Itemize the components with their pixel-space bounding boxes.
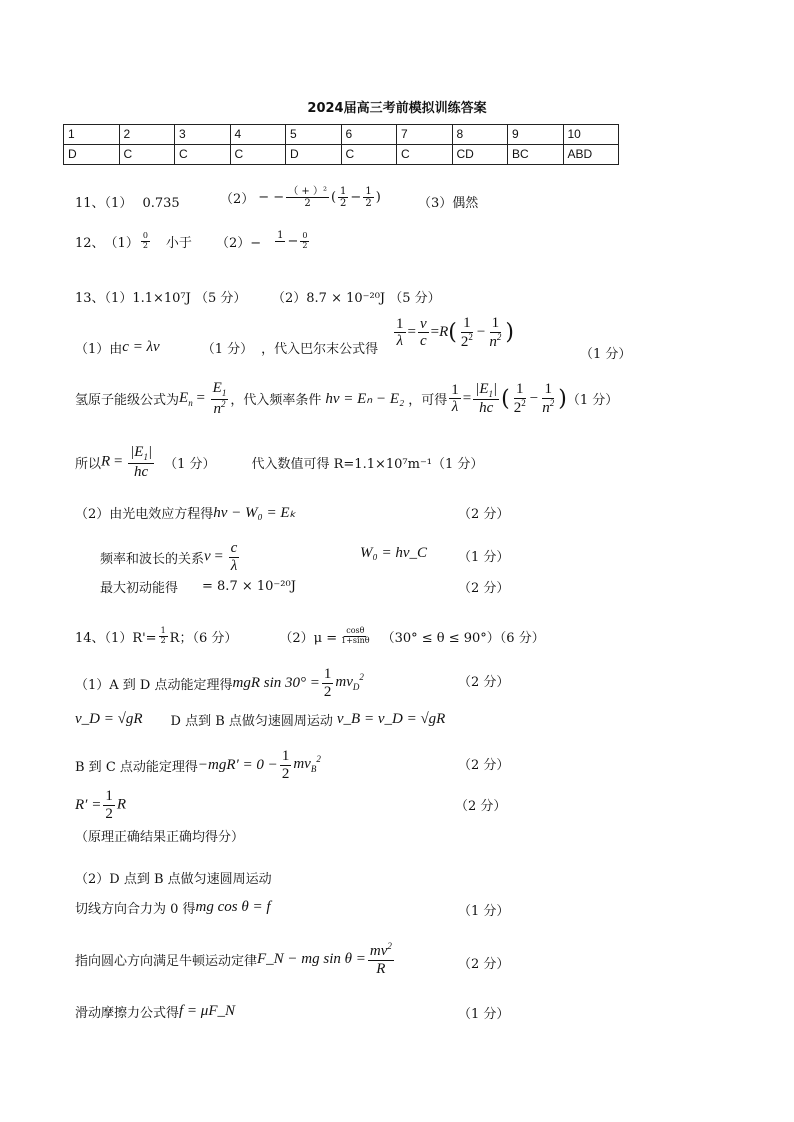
frequency-condition: hν = Eₙ − E₂ xyxy=(325,391,405,408)
mu-fraction xyxy=(339,627,371,646)
table-cell: 1 xyxy=(64,125,120,145)
q14-c1-equation: mgR sin 30° = xyxy=(232,674,320,691)
q11-part2 xyxy=(220,186,381,209)
table-cell: 3 xyxy=(175,125,231,145)
q14-d4-equation: f = μF_N xyxy=(179,1003,236,1019)
q14-d1: （2）D 点到 B 点做匀速圆周运动 xyxy=(75,872,272,887)
q14-c1 xyxy=(75,666,364,700)
energy-level-formula: $E_n$ = $\frac{E_1}{n^2}$ xyxy=(179,380,227,417)
score: （1 分） xyxy=(458,550,510,565)
table-cell: 2 xyxy=(119,125,175,145)
score: （1 分） xyxy=(458,1007,510,1022)
q14-d3-equation: F_N − mg sin θ = xyxy=(257,951,366,967)
q11-fraction xyxy=(286,186,329,209)
fraction-denominator: 2 xyxy=(142,241,148,250)
score: （2 分） xyxy=(458,758,510,773)
kinetic-energy-term: $\frac{1}{2}$ $mv_B^2$ xyxy=(281,748,321,782)
fraction-numerator: 1 xyxy=(365,186,372,197)
q11-fraction-b xyxy=(363,186,373,209)
q12-line xyxy=(75,230,311,253)
q14-c2-equation: v_D = √gR xyxy=(75,711,143,727)
q14-c4 xyxy=(75,788,126,822)
q13-a2-text: 氢原子能级公式为 xyxy=(75,393,180,409)
table-cell: 10 xyxy=(563,125,619,145)
q13-header-1: 13、（1）1.1×10⁷J （5 分） xyxy=(75,291,247,306)
table-cell: 6 xyxy=(341,125,397,145)
table-cell: C xyxy=(397,145,453,165)
fraction-denominator: 2 xyxy=(302,241,308,250)
score: （2 分） xyxy=(458,507,510,522)
minus-sign: − xyxy=(287,234,299,249)
q14-header-c: （2）μ = xyxy=(279,631,338,646)
q14-d4-text: 滑动摩擦力公式得 xyxy=(75,1006,180,1021)
q14-d2 xyxy=(75,898,271,917)
photoelectric-equation: hν − W₀ = Eₖ xyxy=(213,505,296,521)
score: （1 分） xyxy=(566,393,619,409)
centripetal-term: $\frac{mv^2}{R}$ xyxy=(369,941,392,977)
minus-sign: − xyxy=(350,190,362,205)
q13-b3-text: 最大初动能得 xyxy=(100,581,179,596)
q13-a3 xyxy=(75,444,483,480)
q14-d4 xyxy=(75,1002,235,1021)
q13-b1 xyxy=(75,503,296,522)
q13-a2-text3: ，可得 xyxy=(408,393,448,409)
fraction-numerator: 0 xyxy=(302,231,308,241)
fraction-numerator: cosθ xyxy=(346,626,365,636)
q14-note: （原理正确结果正确均得分） xyxy=(75,830,245,845)
q13-b1-text: （2）由光电效应方程得 xyxy=(75,507,214,522)
score: （1 分） xyxy=(201,342,254,357)
q14-header-d: （30° ≤ θ ≤ 90°）（6 分） xyxy=(381,631,545,646)
q13-header-2: （2）8.7 × 10⁻²⁰J （5 分） xyxy=(272,291,441,306)
q14-c4-equation: R′ = xyxy=(75,796,102,813)
q13-a2 xyxy=(75,380,618,417)
table-cell: 5 xyxy=(286,125,342,145)
table-row-numbers xyxy=(64,125,619,145)
table-cell: 7 xyxy=(397,125,453,145)
q14-c2 xyxy=(75,710,445,729)
q12-part1-text: 小于 xyxy=(165,236,192,251)
q13-a2-text2: ，代入频率条件 xyxy=(230,393,322,409)
table-cell: 4 xyxy=(230,125,286,145)
q13-b3-value: = 8.7 × 10⁻²⁰J xyxy=(202,579,296,594)
q13-a3-text: 所以 xyxy=(75,456,102,472)
work-function-equation: W₀ = hν_C xyxy=(360,545,427,561)
q12-label: 12、 xyxy=(75,236,105,251)
q12-fraction-c xyxy=(300,232,309,251)
fraction-denominator: 2 xyxy=(365,198,372,209)
fraction-numerator: （ + ）² xyxy=(288,186,327,197)
table-cell: BC xyxy=(508,145,564,165)
table-cell: 8 xyxy=(452,125,508,145)
q13-a1-text: （1）由 xyxy=(75,342,123,357)
q14-c3-text: B 到 C 点动能定理得 xyxy=(75,759,198,775)
paren: ) xyxy=(375,190,381,205)
q14-header xyxy=(75,627,545,646)
radius-result: $\frac{1}{2}$ R xyxy=(105,788,126,822)
q13-b2-text: 频率和波长的关系 xyxy=(100,551,205,567)
score: （1 分） xyxy=(164,456,216,472)
derived-formula: $\frac{1}{\lambda}$ = $\frac{|E_1|}{hc}$ ( $\frac{1}{2^2}$ − $\frac{1}{n^2}$ ) xyxy=(451,380,567,417)
q14-c1-text: （1）A 到 D 点动能定理得 xyxy=(75,677,233,693)
q13-a1-equation: c = λν xyxy=(122,339,160,355)
table-cell: C xyxy=(230,145,286,165)
fraction-numerator: 1 xyxy=(340,186,347,197)
q14-d3-text: 指向圆心方向满足牛顿运动定律 xyxy=(75,954,258,969)
kinetic-energy-term: $\frac{1}{2}$ $mv_D^2$ xyxy=(323,666,364,700)
table-cell: 9 xyxy=(508,125,564,145)
q13-a1-text2: ，代入巴尔末公式得 xyxy=(261,342,379,357)
q14-header-a: 14、（1）R'= xyxy=(75,631,157,646)
q14-c2-text: D 点到 B 点做匀速圆周运动 xyxy=(170,714,333,729)
q13-b2 xyxy=(100,540,241,574)
answer-table xyxy=(63,124,619,165)
table-row-answers xyxy=(64,145,619,165)
fraction-numerator: 0 xyxy=(142,231,148,241)
q11-part1-label: （1） xyxy=(104,196,133,211)
rydberg-constant-formula: R = $\frac{|E_1|}{hc}$ xyxy=(101,444,153,480)
q11-part1-value: 0.735 xyxy=(142,196,180,211)
score: （1 分） xyxy=(580,347,632,362)
table-cell: C xyxy=(175,145,231,165)
score: （2 分） xyxy=(455,799,507,814)
frequency-wavelength-formula: ν = $\frac{c}{\lambda}$ xyxy=(204,540,238,574)
q11-part2-label: （2） xyxy=(220,192,255,207)
fraction-denominator: 1+sinθ xyxy=(341,636,370,645)
score: （2 分） xyxy=(458,675,510,690)
table-cell: CD xyxy=(452,145,508,165)
q14-d2-text: 切线方向合力为 0 得 xyxy=(75,902,196,917)
q13-a1 xyxy=(75,338,378,357)
q13-b3 xyxy=(100,577,296,596)
q14-header-b: R；（6 分） xyxy=(169,631,238,646)
fraction-denominator: 2 xyxy=(304,198,311,209)
fraction-denominator: 2 xyxy=(340,198,347,209)
score: （1 分） xyxy=(458,904,510,919)
q13-a3-result: 代入数值可得 R=1.1×10⁷m⁻¹ xyxy=(251,456,433,472)
q12-fraction xyxy=(141,232,150,251)
table-cell: D xyxy=(286,145,342,165)
q14-c3-equation: −mgR′ = 0 − xyxy=(197,756,278,773)
score: （2 分） xyxy=(458,581,510,596)
q11-line xyxy=(75,192,180,211)
table-cell: ABD xyxy=(563,145,619,165)
q12-part1-label: （1） xyxy=(104,236,139,251)
table-cell: D xyxy=(64,145,120,165)
score: （2 分） xyxy=(458,957,510,972)
table-cell: C xyxy=(119,145,175,165)
score: （1 分） xyxy=(432,456,484,472)
q11-expr: − − xyxy=(258,190,285,205)
q12-fraction-b xyxy=(275,230,285,253)
q14-d3 xyxy=(75,942,396,977)
fraction-numerator: 1 xyxy=(277,230,284,241)
q14-c3 xyxy=(75,748,321,782)
q14-c2-equation2: v_B = v_D = √gR xyxy=(336,711,446,727)
paren: ( xyxy=(330,190,337,205)
q11-label: 11、 xyxy=(75,196,105,211)
q12-part2-label: （2）− xyxy=(215,236,262,251)
page-title: 2024届高三考前模拟训练答案 xyxy=(307,101,487,116)
q11-part3: （3）偶然 xyxy=(418,196,479,211)
half-fraction: $\frac{1}{2}$ xyxy=(160,626,166,645)
q14-d2-equation: mg cos θ = f xyxy=(195,899,271,915)
q11-fraction-a xyxy=(338,186,348,209)
table-cell: C xyxy=(341,145,397,165)
rydberg-formula: $\frac{1}{\lambda}$ = $\frac{\nu}{c}$ = R ( $\frac{1}{2^2}$ − $\frac{1}{n^2}$ ) xyxy=(396,315,514,350)
